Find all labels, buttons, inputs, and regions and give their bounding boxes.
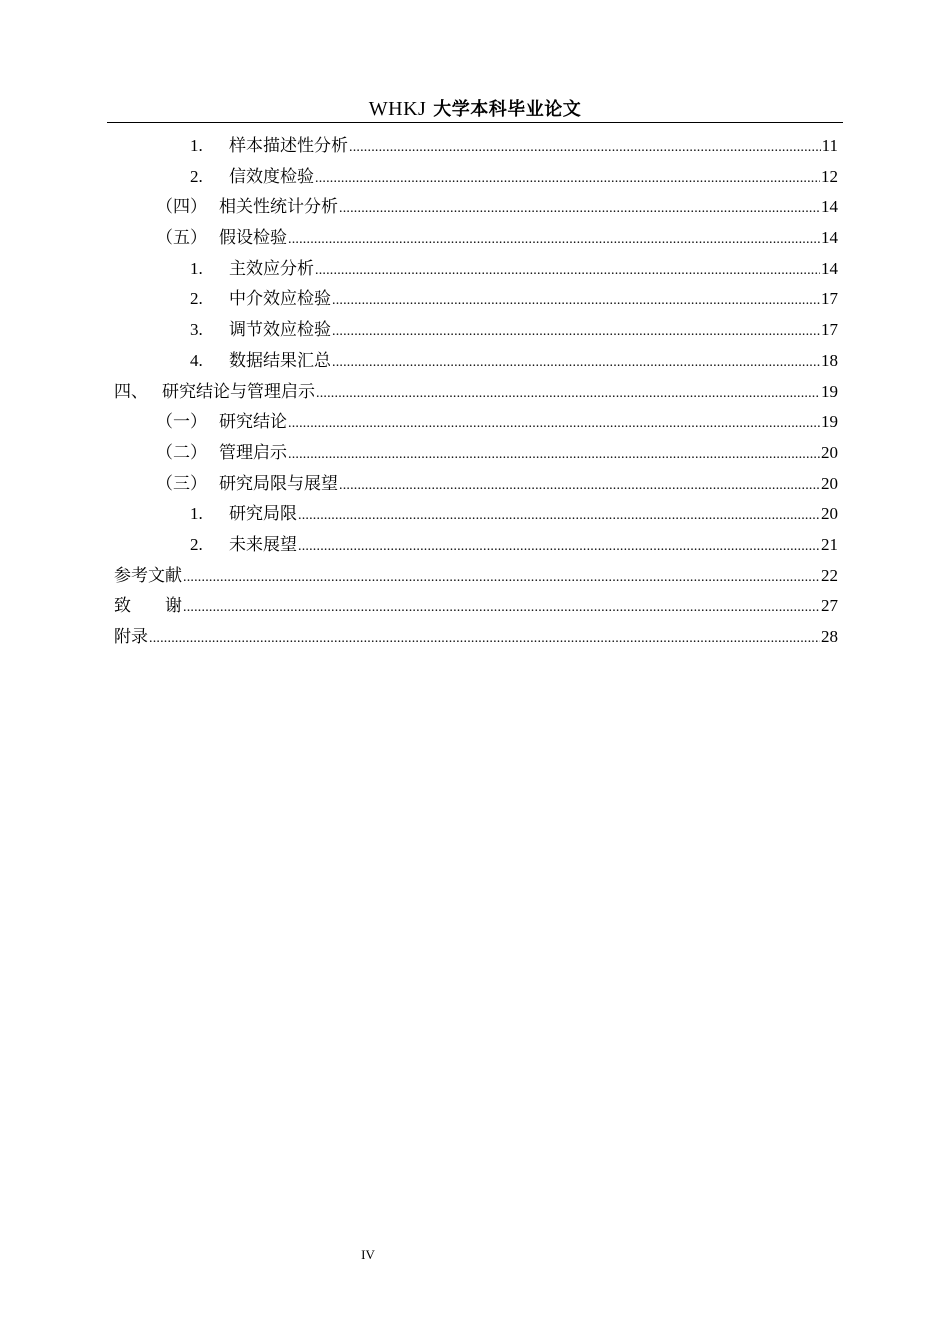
toc-entry-label: 研究局限与展望: [219, 473, 338, 494]
toc-entry[interactable]: [114, 593, 838, 624]
toc-entry-page: 14: [821, 197, 838, 217]
toc-entry[interactable]: [114, 379, 838, 410]
toc-entry-page: 17: [821, 320, 838, 340]
toc-entry-label: 主效应分析: [229, 258, 314, 279]
toc-entry-page: 27: [821, 596, 838, 616]
toc-entry-page: 21: [821, 534, 838, 554]
toc-entry-label: 数据结果汇总: [229, 350, 331, 371]
footer-page-number: IV: [361, 1247, 375, 1262]
toc-entry-number: （二）: [156, 442, 207, 463]
toc-entry[interactable]: [114, 317, 838, 348]
toc-entry-number: 1.: [190, 258, 203, 278]
toc-leader-dots: [149, 626, 820, 652]
toc-entry-label: 参考文献: [114, 565, 182, 586]
toc-entry-label: 研究局限: [229, 504, 297, 525]
toc-leader-dots: [315, 258, 820, 284]
toc-entry-number: 1.: [190, 504, 203, 524]
toc-leader-dots: [332, 350, 820, 376]
toc-entry-label: 管理启示: [219, 442, 287, 463]
toc-entry-page: 20: [821, 504, 838, 524]
toc-entry[interactable]: [114, 348, 838, 379]
toc-entry-number: （一）: [156, 412, 207, 433]
toc-leader-dots: [288, 227, 820, 253]
toc-leader-dots: [298, 503, 820, 529]
toc-entry-page: 20: [821, 473, 838, 493]
toc-entry[interactable]: [114, 286, 838, 317]
toc-entry[interactable]: [114, 624, 838, 655]
toc-entry-number: 1.: [190, 136, 203, 155]
toc-leader-dots: [349, 135, 821, 161]
header-university-abbr: WHKJ: [368, 98, 427, 120]
toc-entry-page: 19: [821, 381, 838, 401]
page-header: [107, 94, 843, 122]
header-divider: [107, 122, 843, 123]
toc-entry-number: 4.: [190, 350, 203, 370]
header-title: 大学本科毕业论文: [433, 99, 582, 120]
toc-entry-page: 14: [821, 258, 838, 278]
toc-entry-number: （五）: [156, 228, 207, 249]
toc-entry-number: （三）: [156, 473, 207, 494]
toc-entry[interactable]: [114, 532, 838, 563]
toc-leader-dots: [339, 473, 820, 499]
toc-entry-number: 2.: [190, 289, 203, 309]
toc-entry-page: 28: [821, 627, 838, 646]
toc-entry[interactable]: [114, 471, 838, 502]
toc-entry-label: 未来展望: [229, 534, 297, 555]
toc-entry[interactable]: [114, 256, 838, 287]
toc-entry-number: （四）: [156, 197, 207, 218]
toc-leader-dots: [183, 595, 820, 621]
toc-entry-number: 3.: [190, 320, 203, 340]
toc-entry[interactable]: [114, 133, 838, 164]
toc-entry-page: 18: [821, 350, 838, 370]
toc-entry-page: 20: [821, 442, 838, 462]
toc-entry-page: 12: [821, 166, 838, 186]
toc-entry-label: 样本描述性分析: [229, 136, 348, 156]
toc-leader-dots: [288, 442, 820, 468]
toc-entry[interactable]: [114, 225, 838, 256]
toc-entry-number: 2.: [190, 166, 203, 186]
toc-entry-page: 11: [821, 136, 838, 155]
toc-entry-label: 研究结论: [219, 412, 287, 433]
toc-entry-page: 19: [821, 412, 838, 432]
toc-leader-dots: [315, 166, 820, 192]
toc-entry-number: 2.: [190, 534, 203, 554]
toc-leader-dots: [332, 288, 820, 314]
toc-entry-label: 假设检验: [219, 228, 287, 249]
toc-entry[interactable]: [114, 409, 838, 440]
toc-entry[interactable]: [114, 501, 838, 532]
toc-leader-dots: [183, 565, 820, 591]
toc-entry-label: 调节效应检验: [229, 320, 331, 341]
table-of-contents: [114, 133, 838, 655]
toc-entry-label: 研究结论与管理启示: [162, 381, 315, 402]
toc-leader-dots: [298, 534, 820, 560]
toc-entry[interactable]: [114, 194, 838, 225]
toc-entry-page: 22: [821, 565, 838, 585]
toc-entry[interactable]: [114, 440, 838, 471]
toc-entry-label: 致 谢: [114, 596, 182, 617]
toc-entry-page: 14: [821, 228, 838, 248]
toc-entry[interactable]: [114, 164, 838, 195]
toc-leader-dots: [339, 196, 820, 222]
toc-leader-dots: [288, 411, 820, 437]
toc-entry[interactable]: [114, 563, 838, 594]
toc-entry-page: 17: [821, 289, 838, 309]
toc-leader-dots: [332, 319, 820, 345]
toc-entry-label: 信效度检验: [229, 166, 314, 187]
toc-entry-label: 附录: [114, 627, 148, 647]
toc-entry-label: 相关性统计分析: [219, 197, 338, 218]
toc-leader-dots: [316, 381, 820, 407]
toc-entry-label: 中介效应检验: [229, 289, 331, 310]
toc-entry-number: 四、: [114, 381, 148, 402]
